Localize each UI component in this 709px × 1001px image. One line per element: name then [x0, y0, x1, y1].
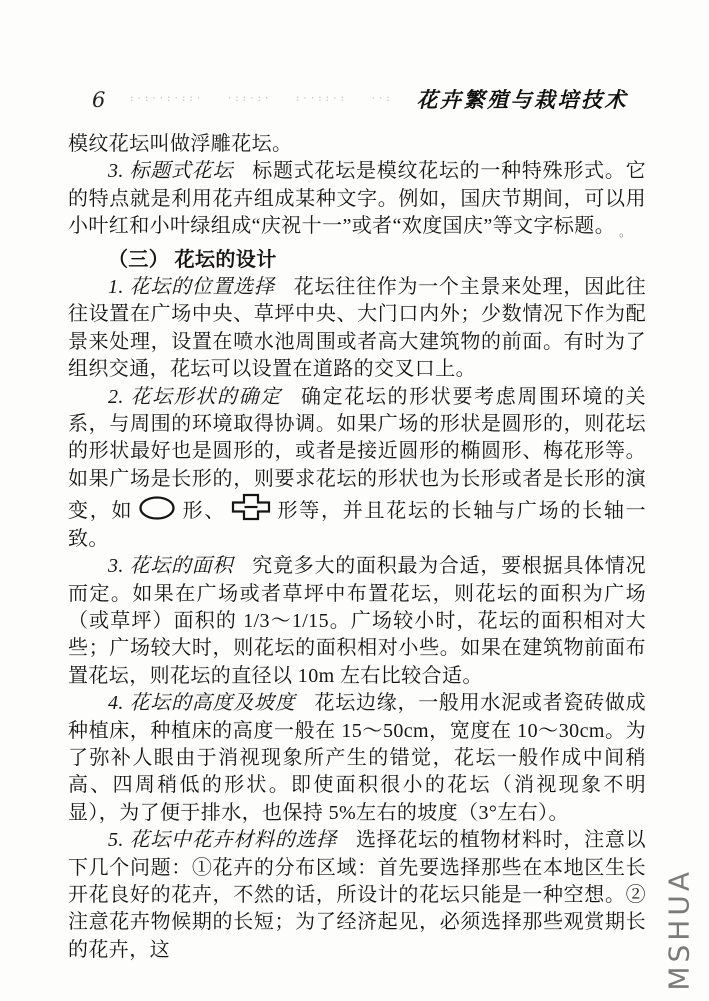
- para-text: 模纹花坛叫做浮雕花坛。: [68, 133, 293, 155]
- running-title: 花卉繁殖与栽培技术: [416, 88, 628, 112]
- page-body: [68, 131, 646, 964]
- para-relief-bed: [68, 131, 646, 158]
- para-text: 形等，并且花坛的长轴与广场的长轴一致。: [68, 500, 646, 550]
- scan-noise: :·:··:·::·: [129, 94, 204, 104]
- para-text: 确定花坛的形状要考虑周围环境的关系，与周围的环境取得协调。如果广场的形状是圆形的，则花坛的形状最好也是圆形的，或者是接近圆形的椭圆形、梅花形等。如果广场是长形的，则要求花坛的形状也为长形或者是长形的演变，如: [68, 385, 647, 523]
- page-number: 6: [92, 88, 106, 112]
- para-text: 花坛边缘，一般用水泥或者瓷砖做成种植床，种植床的高度一般在 15～50cm，宽度在 10～30cm。为了弥补人眼由于消视现象所产生的错觉，花坛一般作成中间稍高、四周稍低的形状。即使面积很小的花坛（消视现象不明显），为了便于排水，也保持 5%左右的坡度（3°左右）。: [68, 692, 647, 824]
- scan-noise: ·::·:·: [226, 94, 272, 104]
- para-material: [68, 827, 646, 964]
- para-lead: 2. 花坛形状的确定: [108, 385, 282, 408]
- heading-text: （三） 花坛的设计: [108, 248, 277, 271]
- para-lead: 3. 标题式花坛: [108, 160, 234, 183]
- para-title-bed: [68, 158, 646, 246]
- para-lead: 4. 花坛的高度及坡度: [108, 692, 296, 715]
- para-text: 选择花坛的植物材料时，注意以下几个问题：①花卉的分布区域：首先要选择那些在本地区生长开花良好的花卉，不然的话，所设计的花坛只能是一种空想。②注意花卉物候期的长短；为了经济起见，必须选择那些观赏期长的花卉，这: [68, 829, 646, 961]
- para-shape: [68, 384, 646, 553]
- para-text: 形、: [181, 500, 227, 523]
- para-location: [68, 274, 646, 384]
- scan-noise: ··:: [370, 94, 393, 104]
- para-text: 究竟多大的面积最为合适，要根据具体情况而定。如果在广场或者草坪中布置花坛，则花坛的面积为广场（或草坪）面积的 1/3～1/15。广场较小时，花坛的面积相对大些；广场较大时，则花坛的面积相对小些。如果在建筑物前面布置花坛，则花坛的直径以 10m 左右比较合适。: [68, 555, 646, 687]
- scan-speck: 。: [619, 225, 632, 240]
- ellipse-outline-icon: [138, 495, 176, 521]
- para-lead: 5. 花坛中花卉材料的选择: [108, 829, 337, 852]
- section-heading-design: [68, 247, 646, 274]
- para-area: [68, 553, 646, 690]
- scan-noise: :··::·:: [295, 94, 347, 104]
- para-lead: 1. 花坛的位置选择: [108, 276, 275, 299]
- cross-outline-icon: [231, 493, 271, 521]
- para-lead: 3. 花坛的面积: [108, 555, 234, 578]
- para-text: 标题式花坛是模纹花坛的一种特殊形式。它的特点就是利用花卉组成某种文字。例如，国庆节期间，可以用小叶红和小叶绿组成“庆祝十一”或者“欢度国庆”等文字标题。: [68, 160, 646, 238]
- page-header: [92, 84, 628, 114]
- para-height-slope: [68, 690, 646, 827]
- watermark-mshua: MSHUA: [663, 868, 696, 991]
- para-text: 花坛往往作为一个主景来处理，因此往往设置在广场中央、草坪中央、大门口内外；少数情况下作为配景来处理，设置在喷水池周围或者高大建筑物的前面。有时为了组织交通，花坛可以设置在道路的交叉口上。: [68, 276, 646, 381]
